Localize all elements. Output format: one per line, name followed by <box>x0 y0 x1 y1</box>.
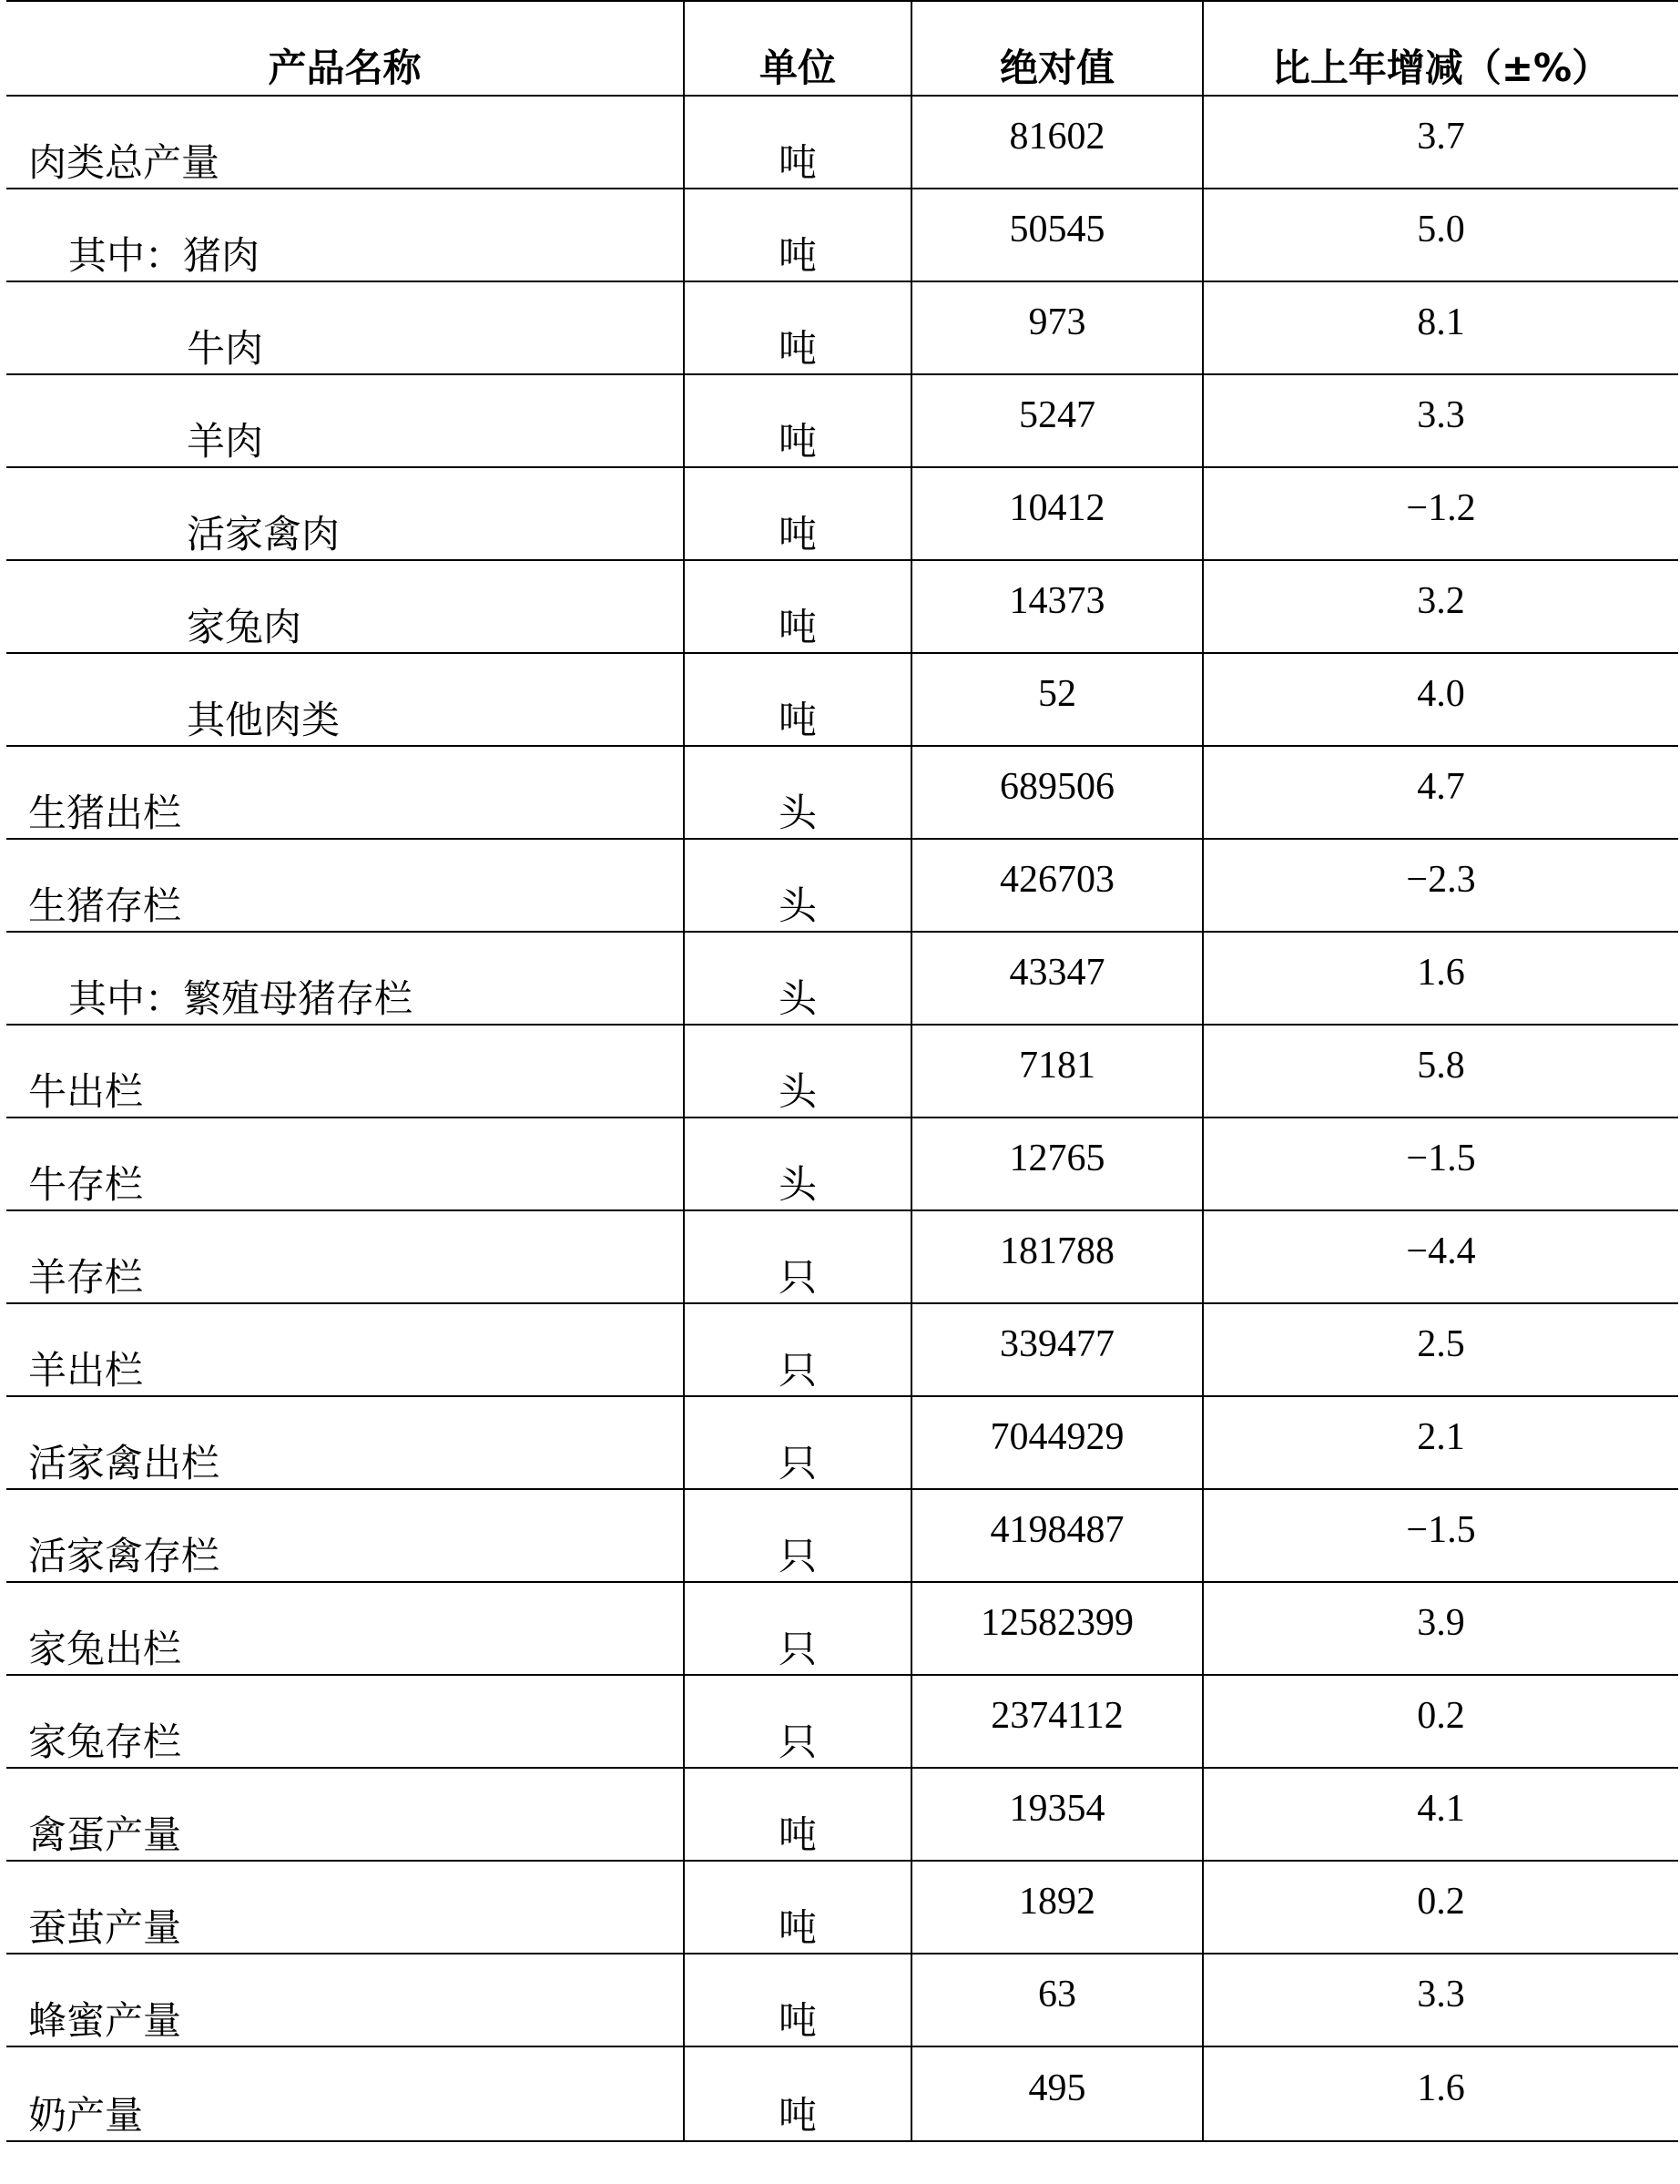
table-row <box>6 281 1678 374</box>
header-row <box>6 1 1678 96</box>
yoy-change-cell: 8.1 <box>1203 281 1678 374</box>
product-name-cell: 活家禽出栏 <box>6 1396 684 1489</box>
livestock-output-table <box>6 0 1678 2142</box>
absolute-value-cell: 689506 <box>911 746 1203 839</box>
column-header-unit: 单位 <box>684 1 911 96</box>
unit-cell: 只 <box>684 1582 911 1675</box>
absolute-value-cell: 50545 <box>911 189 1203 281</box>
product-name-cell: 家兔存栏 <box>6 1675 684 1768</box>
unit-cell: 只 <box>684 1675 911 1768</box>
yoy-change-cell: −1.2 <box>1203 467 1678 560</box>
absolute-value-cell: 5247 <box>911 374 1203 467</box>
unit-cell: 只 <box>684 1489 911 1582</box>
yoy-change-cell: 2.5 <box>1203 1303 1678 1396</box>
unit-cell: 头 <box>684 1025 911 1118</box>
table-row <box>6 1118 1678 1210</box>
absolute-value-cell: 7044929 <box>911 1396 1203 1489</box>
yoy-change-cell: 0.2 <box>1203 1675 1678 1768</box>
table-row <box>6 560 1678 653</box>
unit-cell: 只 <box>684 1396 911 1489</box>
yoy-change-cell: 1.6 <box>1203 2046 1678 2141</box>
product-name-cell: 其中：繁殖母猪存栏 <box>6 932 684 1025</box>
table-row <box>6 1489 1678 1582</box>
table-row <box>6 1303 1678 1396</box>
product-name-cell: 牛肉 <box>6 281 684 374</box>
unit-cell: 吨 <box>684 281 911 374</box>
product-name-cell: 禽蛋产量 <box>6 1768 684 1861</box>
table-row <box>6 746 1678 839</box>
table-row <box>6 653 1678 746</box>
unit-cell: 吨 <box>684 96 911 189</box>
table-header <box>6 1 1678 96</box>
product-name-cell: 羊肉 <box>6 374 684 467</box>
yoy-change-cell: 3.2 <box>1203 560 1678 653</box>
yoy-change-cell: 3.9 <box>1203 1582 1678 1675</box>
table-row <box>6 189 1678 281</box>
table-row <box>6 1396 1678 1489</box>
yoy-change-cell: 4.7 <box>1203 746 1678 839</box>
table-row <box>6 1582 1678 1675</box>
unit-cell: 吨 <box>684 1768 911 1861</box>
column-header-yoy-change: 比上年增减（±%） <box>1203 1 1678 96</box>
absolute-value-cell: 14373 <box>911 560 1203 653</box>
product-name-cell: 蜂蜜产量 <box>6 1954 684 2046</box>
absolute-value-cell: 81602 <box>911 96 1203 189</box>
table-row <box>6 1768 1678 1861</box>
yoy-change-cell: 1.6 <box>1203 932 1678 1025</box>
column-header-product-name: 产品名称 <box>6 1 684 96</box>
unit-cell: 头 <box>684 1118 911 1210</box>
unit-cell: 吨 <box>684 374 911 467</box>
absolute-value-cell: 43347 <box>911 932 1203 1025</box>
unit-cell: 吨 <box>684 189 911 281</box>
product-name-cell: 生猪存栏 <box>6 839 684 932</box>
unit-cell: 吨 <box>684 653 911 746</box>
absolute-value-cell: 181788 <box>911 1210 1203 1303</box>
absolute-value-cell: 52 <box>911 653 1203 746</box>
absolute-value-cell: 2374112 <box>911 1675 1203 1768</box>
yoy-change-cell: 5.0 <box>1203 189 1678 281</box>
unit-cell: 头 <box>684 932 911 1025</box>
unit-cell: 吨 <box>684 2046 911 2141</box>
unit-cell: 吨 <box>684 1954 911 2046</box>
product-name-cell: 奶产量 <box>6 2046 684 2141</box>
table-row <box>6 467 1678 560</box>
table-row <box>6 1675 1678 1768</box>
yoy-change-cell: 0.2 <box>1203 1861 1678 1954</box>
yoy-change-cell: −1.5 <box>1203 1489 1678 1582</box>
table-row <box>6 1861 1678 1954</box>
livestock-output-table-container <box>6 0 1678 2142</box>
yoy-change-cell: 2.1 <box>1203 1396 1678 1489</box>
product-name-cell: 牛出栏 <box>6 1025 684 1118</box>
yoy-change-cell: 3.3 <box>1203 1954 1678 2046</box>
absolute-value-cell: 7181 <box>911 1025 1203 1118</box>
absolute-value-cell: 19354 <box>911 1768 1203 1861</box>
absolute-value-cell: 1892 <box>911 1861 1203 1954</box>
product-name-cell: 蚕茧产量 <box>6 1861 684 1954</box>
table-row <box>6 374 1678 467</box>
product-name-cell: 肉类总产量 <box>6 96 684 189</box>
product-name-cell: 活家禽存栏 <box>6 1489 684 1582</box>
absolute-value-cell: 495 <box>911 2046 1203 2141</box>
yoy-change-cell: 4.1 <box>1203 1768 1678 1861</box>
yoy-change-cell: −2.3 <box>1203 839 1678 932</box>
unit-cell: 吨 <box>684 467 911 560</box>
absolute-value-cell: 4198487 <box>911 1489 1203 1582</box>
table-row <box>6 1954 1678 2046</box>
absolute-value-cell: 12765 <box>911 1118 1203 1210</box>
column-header-absolute-value: 绝对值 <box>911 1 1203 96</box>
absolute-value-cell: 12582399 <box>911 1582 1203 1675</box>
unit-cell: 头 <box>684 746 911 839</box>
absolute-value-cell: 339477 <box>911 1303 1203 1396</box>
product-name-cell: 其他肉类 <box>6 653 684 746</box>
yoy-change-cell: 3.7 <box>1203 96 1678 189</box>
absolute-value-cell: 426703 <box>911 839 1203 932</box>
product-name-cell: 牛存栏 <box>6 1118 684 1210</box>
product-name-cell: 羊出栏 <box>6 1303 684 1396</box>
unit-cell: 吨 <box>684 1861 911 1954</box>
unit-cell: 只 <box>684 1210 911 1303</box>
table-row <box>6 839 1678 932</box>
table-row <box>6 1025 1678 1118</box>
product-name-cell: 其中：猪肉 <box>6 189 684 281</box>
product-name-cell: 活家禽肉 <box>6 467 684 560</box>
absolute-value-cell: 63 <box>911 1954 1203 2046</box>
product-name-cell: 家兔肉 <box>6 560 684 653</box>
product-name-cell: 羊存栏 <box>6 1210 684 1303</box>
absolute-value-cell: 973 <box>911 281 1203 374</box>
product-name-cell: 生猪出栏 <box>6 746 684 839</box>
yoy-change-cell: −4.4 <box>1203 1210 1678 1303</box>
yoy-change-cell: 4.0 <box>1203 653 1678 746</box>
yoy-change-cell: 3.3 <box>1203 374 1678 467</box>
table-row <box>6 932 1678 1025</box>
table-row <box>6 96 1678 189</box>
table-row <box>6 1210 1678 1303</box>
yoy-change-cell: −1.5 <box>1203 1118 1678 1210</box>
unit-cell: 吨 <box>684 560 911 653</box>
unit-cell: 只 <box>684 1303 911 1396</box>
absolute-value-cell: 10412 <box>911 467 1203 560</box>
unit-cell: 头 <box>684 839 911 932</box>
table-row <box>6 2046 1678 2141</box>
yoy-change-cell: 5.8 <box>1203 1025 1678 1118</box>
table-body <box>6 96 1678 2141</box>
product-name-cell: 家兔出栏 <box>6 1582 684 1675</box>
